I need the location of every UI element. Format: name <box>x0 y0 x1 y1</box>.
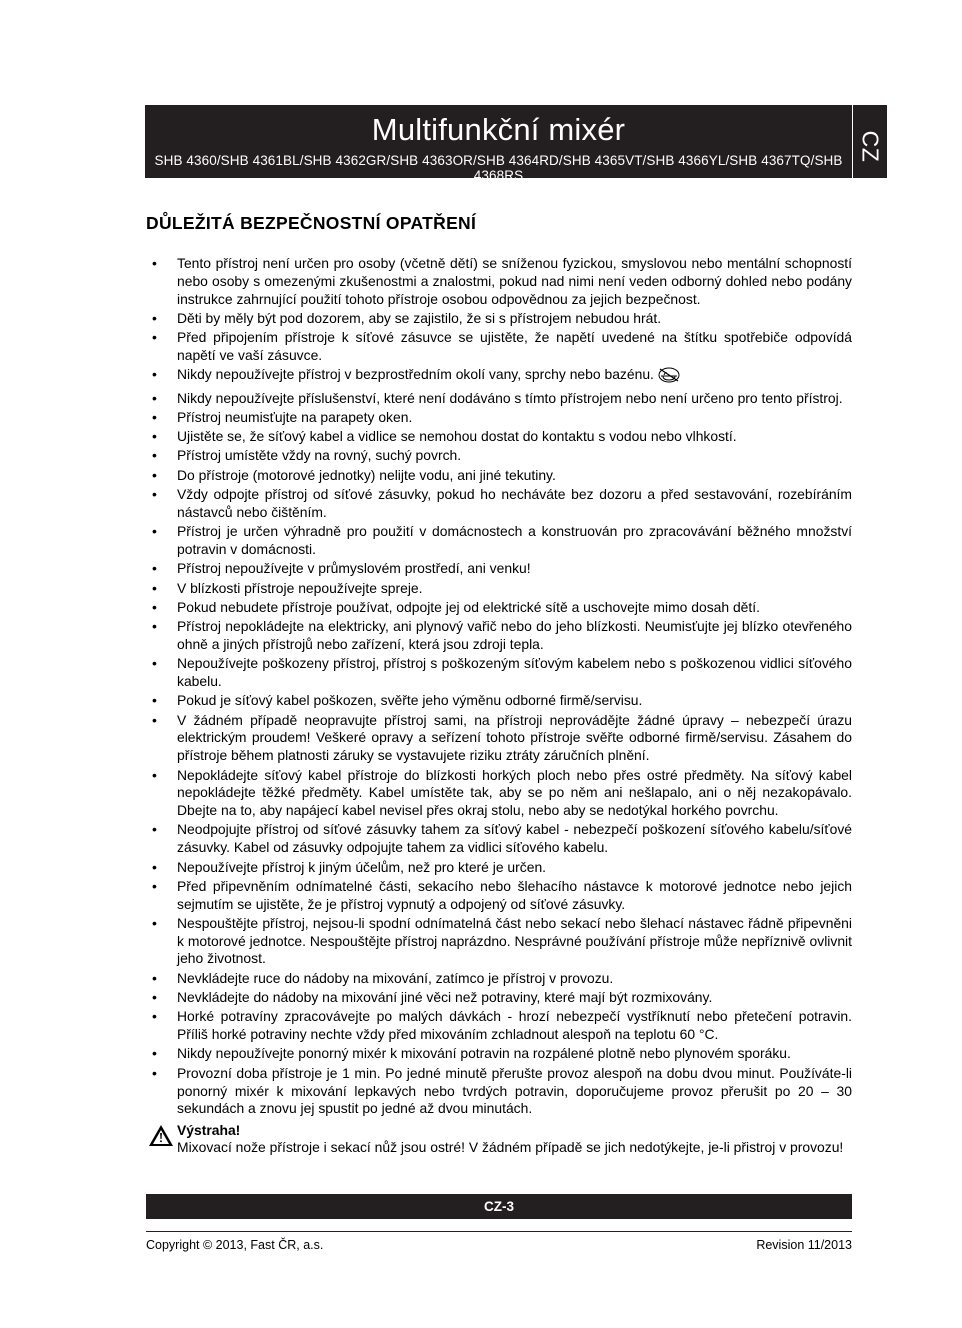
list-item-text: Nikdy nepoužívejte příslušenství, které není dodáváno s tímto přístrojem nebo není určeno pro tento přístroj. <box>177 389 843 406</box>
list-item <box>146 329 852 365</box>
list-item <box>146 859 852 877</box>
copyright-text: Copyright © 2013, Fast ČR, a.s. <box>146 1238 324 1252</box>
list-item-text: Před připevněním odnímatelné části, sekacího nebo šlehacího nástavce k motorové jednotce nebo jejich sejmutím se ujistěte, že je přístroj vypnutý a odpojený od síťové zásuvky. <box>177 877 852 912</box>
header-bar <box>145 105 852 183</box>
list-item-text: Pokud je síťový kabel poškozen, svěřte jeho výměnu odborné firmě/servisu. <box>177 692 643 709</box>
list-item-text: Před připojením přístroje k síťové zásuvce se ujistěte, že napětí uvedené na štítku spotřebiče odpovídá napětí ve vaší zásuvce. <box>177 329 852 363</box>
list-item-text: Tento přístroj není určen pro osoby (včetně dětí) se sníženou fyzickou, smyslovou nebo mentální schopností nebo osoby s omezenými zkušenostmi a znalostmi, pokud nad nimi není veden odborný dohled nebo podány instrukce zahrnující použití tohoto přístroje osobou odpovědnou za jejich bezpečnost. <box>177 255 852 307</box>
model-list: SHB 4360/SHB 4361BL/SHB 4362GR/SHB 4363OR/SHB 4364RD/SHB 4365VT/SHB 4366YL/SHB 4367TQ/SHB 4368RS <box>154 153 843 183</box>
list-item-text: Neodpojujte přístroj od síťové zásuvky tahem za síťový kabel - nebezpečí poškození síťového kabelu/síťové zásuvky. Kabel od zásuvky odpojujte tahem za vidlici síťového kabelu. <box>177 821 852 856</box>
list-item-text: V blízkosti přístroje nepoužívejte spreje. <box>177 579 423 596</box>
list-item-text: Nevkládejte do nádoby na mixování jiné věci než potraviny, které mají být rozmixovány. <box>177 989 713 1006</box>
list-item <box>146 255 852 308</box>
list-item <box>146 310 852 328</box>
list-item-text: Přístroj neumisťujte na parapety oken. <box>177 408 413 425</box>
list-item <box>146 560 852 578</box>
list-item <box>146 970 852 988</box>
list-item <box>146 989 852 1007</box>
list-item <box>146 409 852 427</box>
list-item <box>146 821 852 857</box>
list-item <box>146 428 852 446</box>
list-item <box>146 915 852 968</box>
warning-triangle-icon <box>148 1124 174 1147</box>
language-tab-label: CZ <box>857 130 884 163</box>
list-item-text: Přístroj nepoužívejte v průmyslovém prostředí, ani venku! <box>177 560 531 577</box>
list-item-text: Nespouštějte přístroj, nejsou-li spodní odnímatelná část nebo sekací nebo šlehací nástavec řádně připevněni k motorové jednotce. Nespouštějte přístroj naprázdno. Nesprávné používání přístroje může nepříznivě ovlivnit jeho životnost. <box>177 914 852 967</box>
list-item <box>146 467 852 485</box>
section-heading: DŮLEŽITÁ BEZPEČNOSTNÍ OPATŘENÍ <box>146 213 477 233</box>
list-item <box>146 599 852 617</box>
list-item <box>146 618 852 654</box>
page-number-label: CZ-3 <box>484 1199 514 1214</box>
list-item <box>146 692 852 710</box>
list-item <box>146 447 852 465</box>
list-item <box>146 366 852 388</box>
revision-text: Revision 11/2013 <box>756 1238 852 1252</box>
list-item <box>146 1045 852 1063</box>
list-item-text: Děti by měly být pod dozorem, aby se zajistilo, že si s přístrojem nebudou hrát. <box>177 309 662 326</box>
list-item <box>146 1008 852 1044</box>
list-item <box>146 712 852 765</box>
list-item <box>146 878 852 914</box>
safety-instructions <box>146 255 852 1162</box>
language-tab <box>853 105 887 178</box>
document-header <box>145 105 852 183</box>
list-item-text: Nikdy nepoužívejte ponorný mixér k mixování potravin na rozpálené plotně nebo plynovém sporáku. <box>177 1045 791 1062</box>
list-item-text: Přístroj je určen výhradně pro použití v domácnostech a konstruován pro zpracovávání běžného množství potravin v domácnosti. <box>177 523 852 557</box>
list-item-text: Horké potravíny zpracovávejte po malých dávkách - hrozí nebezpečí vystříknutí nebo přetečení potravin. Příliš horké potraviny nechte vždy před mixováním zchladnout alespoň na teplotu 60 °C. <box>177 1008 852 1043</box>
list-item-text: Pokud nebudete přístroje používat, odpojte jej od elektrické sítě a uschovejte mimo dosah dětí. <box>177 598 760 615</box>
list-item <box>146 486 852 522</box>
list-item <box>146 390 852 408</box>
list-item-text: Vždy odpojte přístroj od síťové zásuvky, pokud ho necháváte bez dozoru a před sestavování, rozebíráním nástavců nebo čištěním. <box>177 486 852 520</box>
list-item <box>146 1065 852 1118</box>
page-number-bar <box>146 1194 852 1219</box>
list-item-text: Nepoužívejte přístroj k jiným účelům, než pro které je určen. <box>177 858 547 875</box>
list-item-text: Nevkládejte ruce do nádoby na mixování, zatímco je přístroj v provozu. <box>177 969 614 986</box>
list-item-text: Přístroj nepokládejte na elektricky, ani plynový vařič nebo do jeho blízkosti. Neumisťujte jej blízko otevřeného ohně a jiných přístrojů nebo zařízení, která jsou zdroji tepla. <box>177 618 852 652</box>
list-item <box>146 655 852 691</box>
list-item <box>146 767 852 820</box>
warning-title: Výstraha! <box>177 1122 241 1139</box>
warning-block <box>146 1122 852 1162</box>
list-item-text: Provozní doba přístroje je 1 min. Po jedné minutě přerušte provoz alespoň na dobu dvou minut. Používáte-li ponorný mixér k mixování lepkavých nebo tvrdých potravin, doporučujeme provoz přerušit po 20 – 30 sekundách a znovu jej spustit po jedné až dvou minutách. <box>177 1064 852 1117</box>
list-item-text: Nepoužívejte poškozeny přístroj, přístroj s poškozeným síťovým kabelem nebo s poškozenou vidlici síťového kabelu. <box>177 655 852 690</box>
list-item-text: Ujistěte se, že síťový kabel a vidlice se nemohou dostat do kontaktu s vodou nebo vlhkostí. <box>177 428 737 445</box>
list-item-text: Nikdy nepoužívejte přístroj v bezprostředním okolí vany, sprchy nebo bazénu. <box>177 366 654 383</box>
list-item-text: Nepokládejte síťový kabel přístroje do blízkosti horkých ploch nebo přes ostré předměty. Na síťový kabel nepokládejte těžké předměty. Kabel umístěte tak, aby se po něm ani nešlapalo, ani o něj nezakopávalo. Dbejte na to, aby napájecí kabel nevisel přes okraj stolu, nebo aby se nedotýkal horkého povrchu. <box>177 766 852 819</box>
list-item-text: Do přístroje (motorové jednotky) nelijte vodu, ani jiné tekutiny. <box>177 466 556 483</box>
bullet-list <box>146 255 852 1118</box>
warning-text: Mixovací nože přístroje i sekací nůž jsou ostré! V žádném případě se jich nedotýkejte, je-li přistroj v provozu! <box>177 1139 844 1156</box>
list-item-text: Přístroj umístěte vždy na rovný, suchý povrch. <box>177 447 462 464</box>
list-item-text: V žádném případě neopravujte přístroj sami, na přístroji neprovádějte žádné úpravy – nebezpečí úrazu elektrickým proudem! Veškeré opravy a seřízení tohoto přístroje svěřte odborné firmě/servisu. Zásahem do přístroje během platnosti záruky se vystavujete riziku ztráty záručních plnění. <box>177 711 852 764</box>
list-item <box>146 523 852 559</box>
list-item <box>146 580 852 598</box>
footer-divider <box>146 1231 852 1232</box>
no-bathtub-icon <box>658 367 680 388</box>
page-title: Multifunkční mixér <box>371 112 626 147</box>
